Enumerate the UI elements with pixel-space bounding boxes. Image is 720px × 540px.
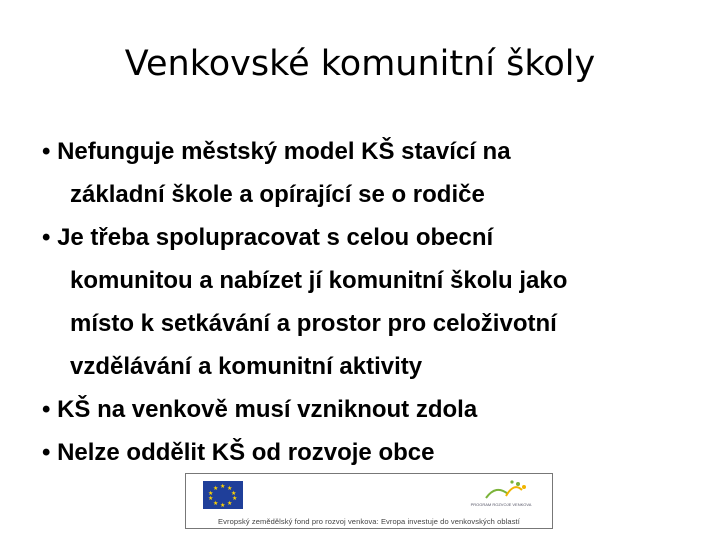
bullet-item: [42, 388, 682, 431]
rural-program-text: PROGRAM ROZVOJE VENKOVA: [470, 502, 532, 507]
funding-caption: Evropský zemědělský fond pro rozvoj venkova: Evropa investuje do venkovských oblastí: [218, 517, 520, 526]
bullet-line: • Je třeba spolupracovat s celou obecní: [42, 224, 494, 251]
bullet-line: • KŠ na venkově musí vzniknout zdola: [42, 396, 478, 423]
bullet-line: základní škole a opírající se o rodiče: [70, 181, 485, 208]
bullet-item: [42, 431, 682, 474]
eu-flag-icon: ★ ★ ★ ★ ★ ★ ★ ★ ★ ★: [203, 481, 243, 509]
bullet-line: místo k setkávání a prostor pro celoživotní: [70, 310, 557, 337]
rural-development-logo: [456, 478, 546, 512]
bullet-line: vzdělávání a komunitní aktivity: [70, 353, 423, 380]
wheat-icon: [456, 478, 546, 500]
bullet-item: [42, 130, 682, 216]
bullet-line: • Nelze oddělit KŠ od rozvoje obce: [42, 439, 435, 466]
slide-title: Venkovské komunitní školy: [124, 44, 596, 84]
funding-logo-bar: [185, 473, 553, 529]
bullet-list: [42, 130, 682, 474]
bullet-item: [42, 216, 682, 388]
bullet-line: • Nefunguje městský model KŠ stavící na: [42, 138, 511, 165]
bullet-line: komunitou a nabízet jí komunitní školu jako: [70, 267, 568, 294]
